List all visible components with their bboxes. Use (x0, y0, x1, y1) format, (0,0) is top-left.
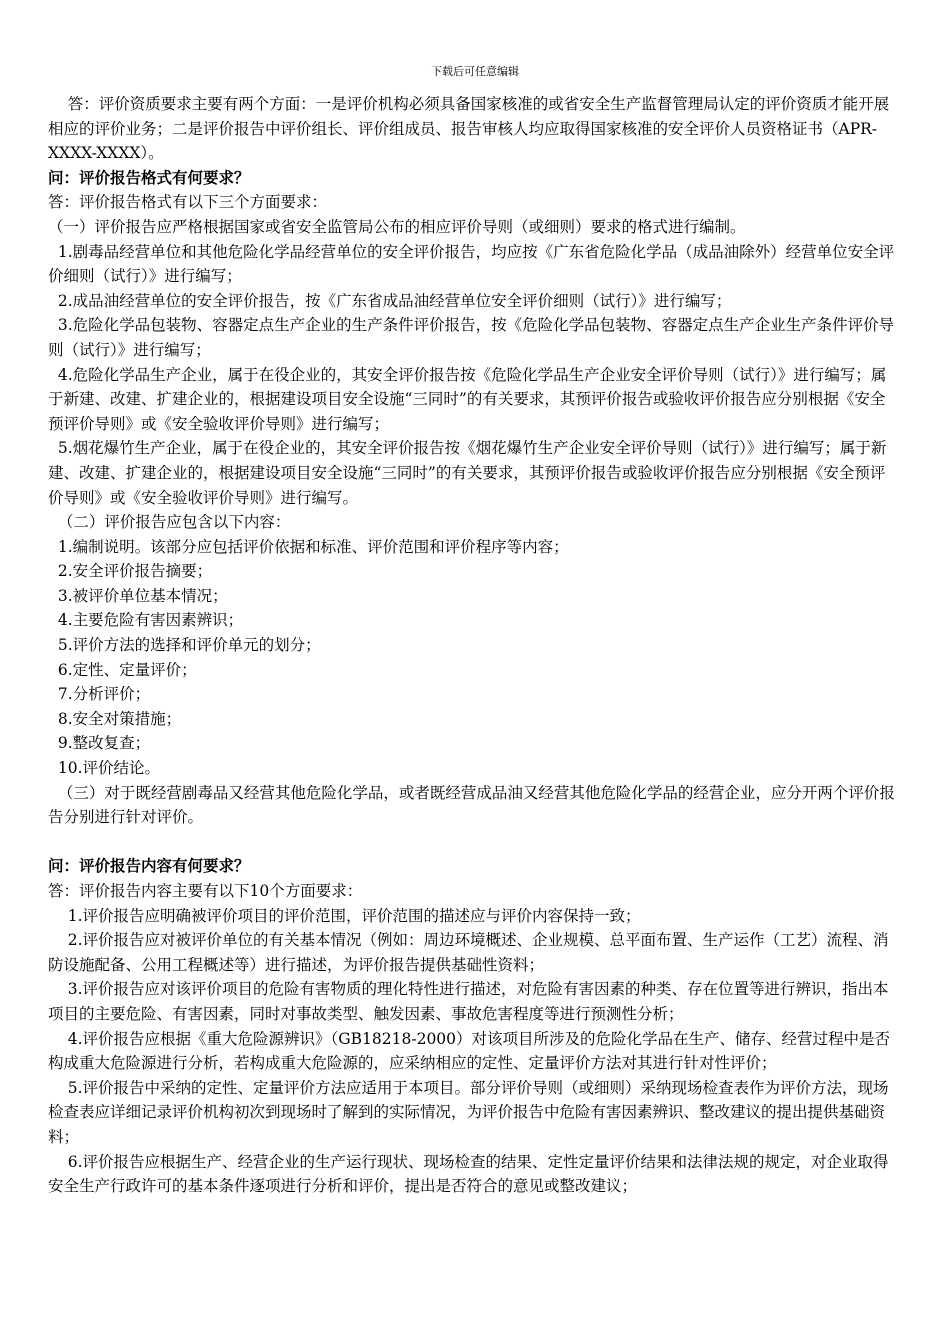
blank-line (48, 830, 898, 855)
paragraph: （二）评价报告应包含以下内容： (48, 513, 291, 532)
paragraph: 1.剧毒品经营单位和其他危险化学品经营单位的安全评价报告，均应按《广东省危险化学品（成品油除外）经营单位安全评价细则（试行）》进行编写； (48, 242, 895, 286)
paragraph: 2.安全评价报告摘要； (48, 562, 213, 581)
paragraph: 6.评价报告应根据生产、经营企业的生产运行现状、现场检查的结果、定性定量评价结果和法律法规的规定，对企业取得安全生产行政许可的基本条件逐项进行分析和评价，提出是否符合的意见或整改建议； (48, 1152, 889, 1196)
paragraph: 4.危险化学品生产企业，属于在役企业的，其安全评价报告按《危险化学品生产企业安全评价导则（试行）》进行编写；属于新建、改建、扩建企业的，根据建设项目安全设施“三同时”的有关要求，其预评价报告或验收评价报告应分别根据《安全预评价导则》或《安全验收评价导则》进行编写； (48, 365, 887, 433)
paragraph: 2.评价报告应对被评价单位的有关基本情况（例如：周边环境概述、企业规模、总平面布置、生产运作（工艺）流程、消防设施配备、公用工程概述等）进行描述，为评价报告提供基础性资料； (48, 931, 889, 974)
paragraph: 5.评价报告中采纳的定性、定量评价方法应适用于本项目。部分评价导则（或细则）采纳现场检查表作为评价方法，现场检查表应详细记录评价机构初次到现场时了解到的实际情况，为评价报告中危险有害因素辨识、整改建议的提出提供基础资料； (48, 1078, 889, 1146)
paragraph: 10.评价结论。 (48, 759, 161, 778)
page-header: 下载后可任意编辑 (431, 65, 519, 78)
paragraph: 4.评价报告应根据《重大危险源辨识》（GB18218-2000）对该项目所涉及的危险化学品在生产、储存、经营过程中是否构成重大危险源进行分析，若构成重大危险源的，应采纳相应的定性、定量评价方法对其进行针对性评价； (48, 1029, 891, 1073)
paragraph: 答：评价报告格式有以下三个方面要求： (48, 193, 328, 212)
paragraph: 1.评价报告应明确被评价项目的评价范围，评价范围的描述应与评价内容保持一致； (48, 906, 641, 925)
paragraph: 2.成品油经营单位的安全评价报告，按《广东省成品油经营单位安全评价细则（试行）》进行编写； (48, 291, 732, 310)
question-heading: 问：评价报告格式有何要求？ (48, 168, 250, 187)
paragraph: 5.评价方法的选择和评价单元的划分； (48, 636, 321, 655)
paragraph: 7.分析评价； (48, 685, 151, 704)
document-body (48, 92, 898, 1199)
paragraph: 答：评价报告内容主要有以下10个方面要求： (48, 882, 363, 900)
paragraph: 8.安全对策措施； (48, 709, 182, 728)
paragraph: 答：评价资质要求主要有两个方面：一是评价机构必须具备国家核准的或省安全生产监督管理局认定的评价资质才能开展相应的评价业务；二是评价报告中评价组长、评价组成员、报告审核人均应取得国家核准的安全评价人员资格证书（APR-XXXX-XXXX）。 (48, 95, 890, 163)
paragraph: （三）对于既经营剧毒品又经营其他危险化学品，或者既经营成品油又经营其他危险化学品的经营企业，应分开两个评价报告分别进行针对评价。 (48, 783, 895, 827)
question-heading: 问：评价报告内容有何要求？ (48, 857, 250, 876)
paragraph: 3.评价报告应对该评价项目的危险有害物质的理化特性进行描述，对危险有害因素的种类、存在位置等进行辨识，指出本项目的主要危险、有害因素，同时对事故类型、触发因素、事故危害程度等进行预测性分析； (48, 980, 889, 1023)
paragraph: 6.定性、定量评价； (48, 660, 197, 679)
paragraph: （一）评价报告应严格根据国家或省安全监管局公布的相应评价导则（或细则）要求的格式进行编制。 (48, 217, 746, 236)
paragraph: 4.主要危险有害因素辨识； (48, 611, 244, 630)
paragraph: 3.被评价单位基本情况； (48, 586, 228, 605)
paragraph: 3.危险化学品包装物、容器定点生产企业的生产条件评价报告，按《危险化学品包装物、容器定点生产企业生产条件评价导则（试行）》进行编写； (48, 316, 895, 359)
paragraph: 1.编制说明。该部分应包括评价依据和标准、评价范围和评价程序等内容； (48, 537, 569, 556)
paragraph: 9.整改复查； (48, 734, 151, 753)
paragraph: 5.烟花爆竹生产企业，属于在役企业的，其安全评价报告按《烟花爆竹生产企业安全评价导则（试行）》进行编写；属于新建、改建、扩建企业的，根据建设项目安全设施“三同时”的有关要求，其预评价报告或验收评价报告应分别根据《安全预评价导则》或《安全验收评价导则》进行编写。 (48, 439, 887, 507)
